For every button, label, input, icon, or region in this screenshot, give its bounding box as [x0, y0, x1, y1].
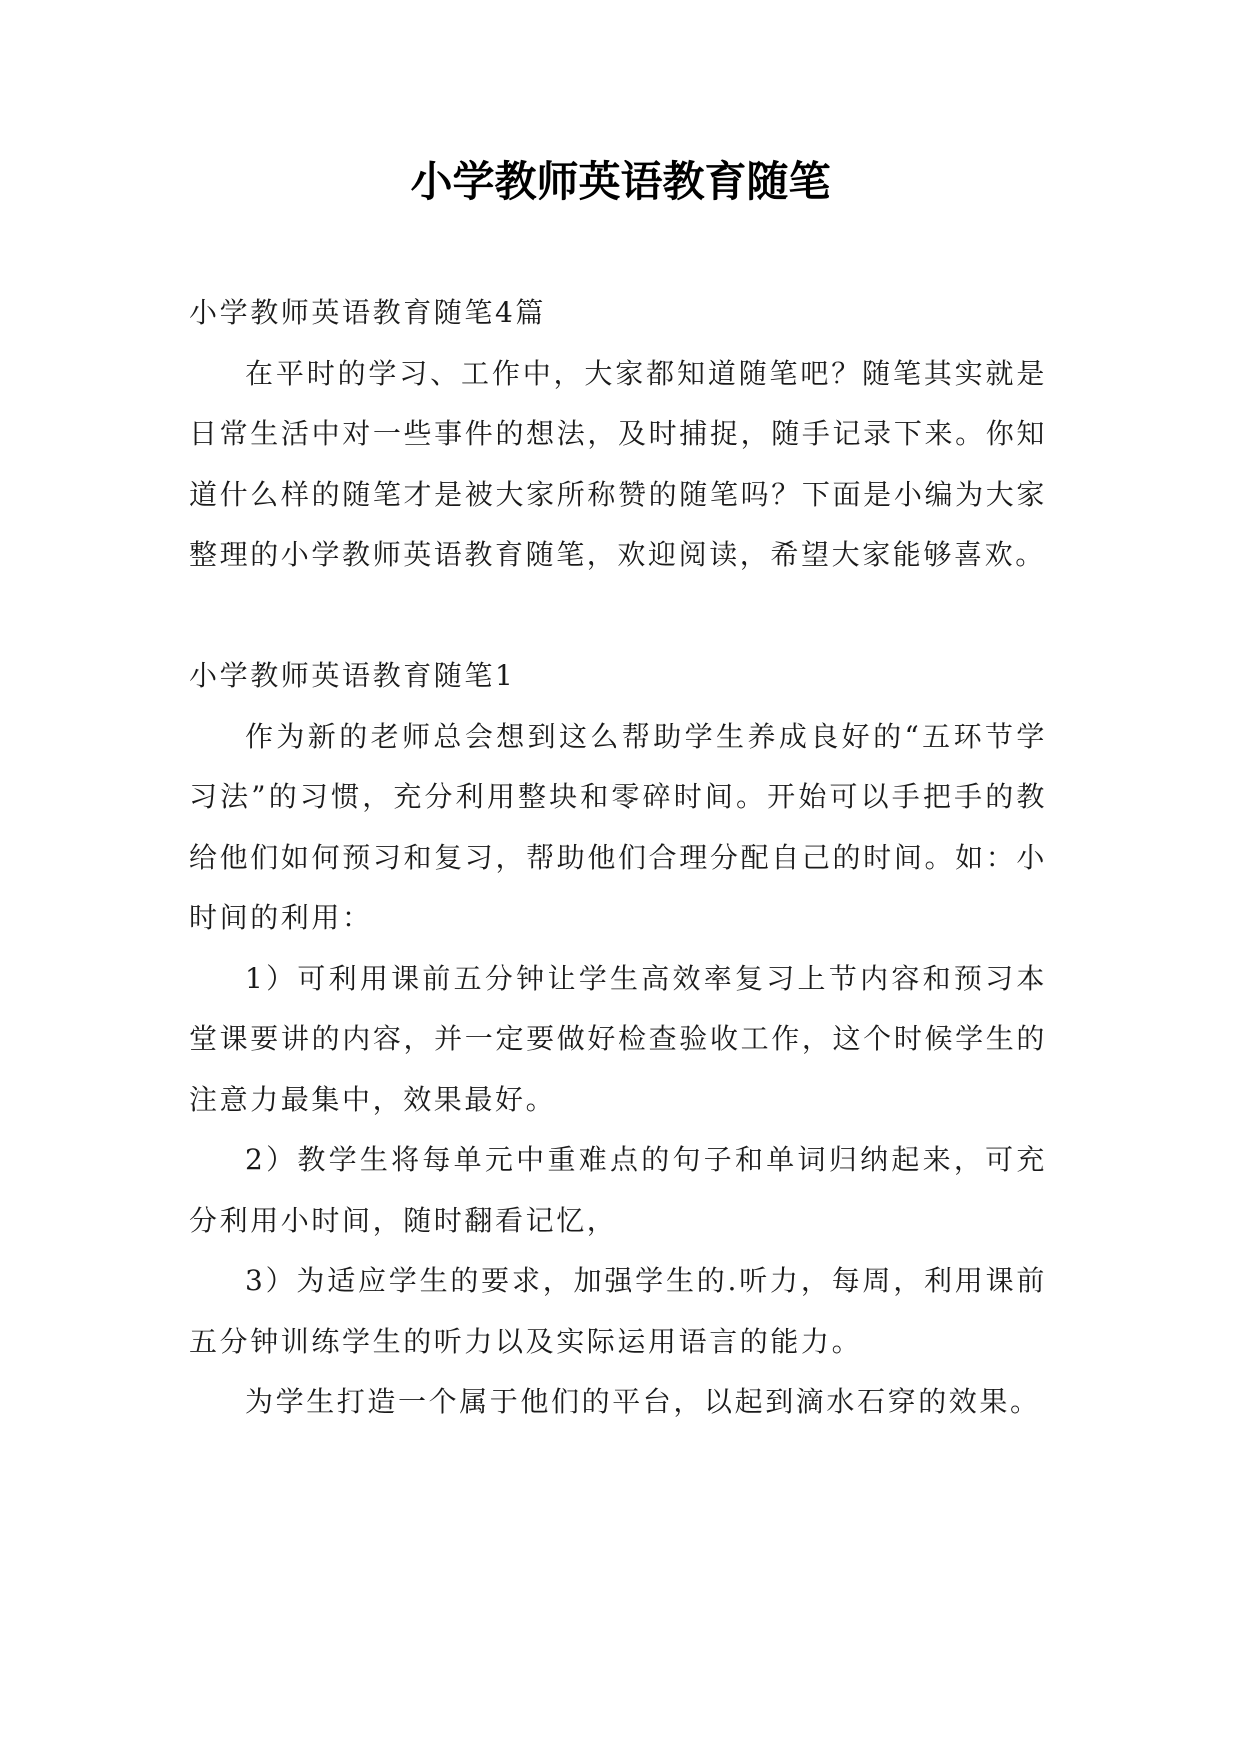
body-paragraph: 为学生打造一个属于他们的平台，以起到滴水石穿的效果。 — [245, 1385, 1041, 1418]
body-paragraph: 作为新的老师总会想到这么帮助学生养成良好的“五环节学习法”的习惯，充分利用整块和零碎时间。开始可以手把手的教给他们如何预习和复习，帮助他们合理分配自己的时间。如：小时间的利用： — [189, 719, 1047, 934]
list-item-paragraph: 1）可利用课前五分钟让学生高效率复习上节内容和预习本堂课要讲的内容，并一定要做好检查验收工作，这个时候学生的注意力最集中，效果最好。 — [189, 961, 1047, 1116]
intro-paragraph: 在平时的学习、工作中，大家都知道随笔吧？随笔其实就是日常生活中对一些事件的想法，及时捕捉，随手记录下来。你知道什么样的随笔才是被大家所称赞的随笔吗？下面是小编为大家整理的小学教师英语教育随笔，欢迎阅读，希望大家能够喜欢。 — [189, 356, 1047, 571]
collection-heading: 小学教师英语教育随笔4篇 — [189, 296, 547, 329]
section-spacer — [189, 586, 1047, 647]
document-title: 小学教师英语教育随笔 — [410, 157, 831, 206]
list-item-paragraph: 3）为适应学生的要求，加强学生的.听力，每周，利用课前五分钟训练学生的听力以及实际运用语言的能力。 — [189, 1264, 1047, 1358]
list-item-paragraph: 2）教学生将每单元中重难点的句子和单词归纳起来，可充分利用小时间，随时翻看记忆， — [189, 1143, 1047, 1237]
section-heading: 小学教师英语教育随笔1 — [189, 659, 516, 692]
document-body — [189, 283, 1047, 1433]
